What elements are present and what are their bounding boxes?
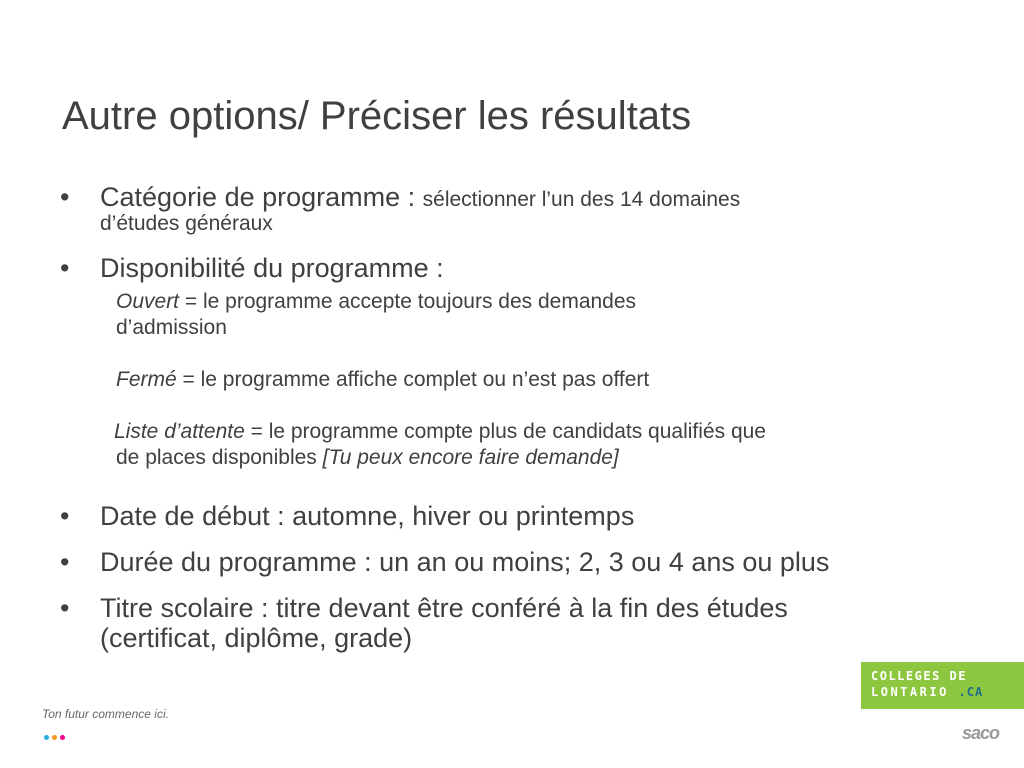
bullet-credential: [58, 593, 978, 653]
availability-term: Liste d’attente: [114, 420, 245, 443]
footer-tagline: Ton futur commence ici.: [42, 707, 169, 721]
availability-desc: = le programme compte plus de candidats qualifiés que: [244, 420, 766, 443]
availability-desc: = le programme accepte toujours des demandes: [179, 290, 637, 313]
dot-orange: [52, 735, 57, 740]
bullet-text: Durée du programme : un an ou moins; 2, 3 ou 4 ans ou plus: [100, 547, 830, 577]
dot-pink: [60, 735, 65, 740]
bullet-label: Catégorie de programme :: [100, 182, 423, 212]
logo-line2-wrap: [871, 684, 1014, 700]
bullet-label: Disponibilité du programme :: [100, 253, 444, 283]
bullet-program-availability: [58, 253, 978, 283]
availability-open: [116, 289, 978, 341]
bullet-program-length: [58, 547, 978, 577]
dot-blue: [44, 735, 49, 740]
bullet-dot: •: [60, 253, 70, 283]
availability-term: Ouvert: [116, 290, 180, 313]
bullet-dot: •: [60, 547, 70, 577]
availability-desc-cont: de places disponibles: [116, 446, 323, 469]
availability-desc: = le programme affiche complet ou n’est pas offert: [176, 368, 650, 391]
slide-content: [58, 182, 978, 653]
bullet-program-category: [58, 182, 978, 237]
bullet-start-date: [58, 501, 978, 531]
bullet-text: Date de début : automne, hiver ou printemps: [100, 501, 635, 531]
bullet-detail: sélectionner l’un des 14 domaines: [422, 188, 741, 211]
slide-title: Autre options/ Préciser les résultats: [62, 94, 692, 138]
logo-suffix: .CA: [958, 685, 984, 699]
logo-line2: LONTARIO: [871, 685, 949, 699]
footer-dots-logo: [44, 727, 68, 733]
availability-term: Fermé: [116, 368, 177, 391]
bullet-detail-cont: d’études généraux: [100, 212, 273, 235]
saco-logo: saco: [962, 723, 1000, 743]
bullet-dot: •: [60, 593, 70, 623]
bullet-dot: •: [60, 182, 70, 212]
availability-note: [Tu peux encore faire demande]: [322, 446, 619, 469]
availability-closed: [116, 367, 978, 393]
colleges-ontario-logo: [861, 662, 1024, 709]
bullet-text: Titre scolaire : titre devant être conféré à la fin des études: [100, 593, 788, 623]
bullet-text-cont: (certificat, diplôme, grade): [100, 623, 413, 653]
availability-waitlist: [114, 419, 978, 471]
logo-line1: COLLEGES DE: [871, 669, 967, 683]
availability-desc-cont: d’admission: [116, 316, 227, 339]
bullet-dot: •: [60, 501, 70, 531]
